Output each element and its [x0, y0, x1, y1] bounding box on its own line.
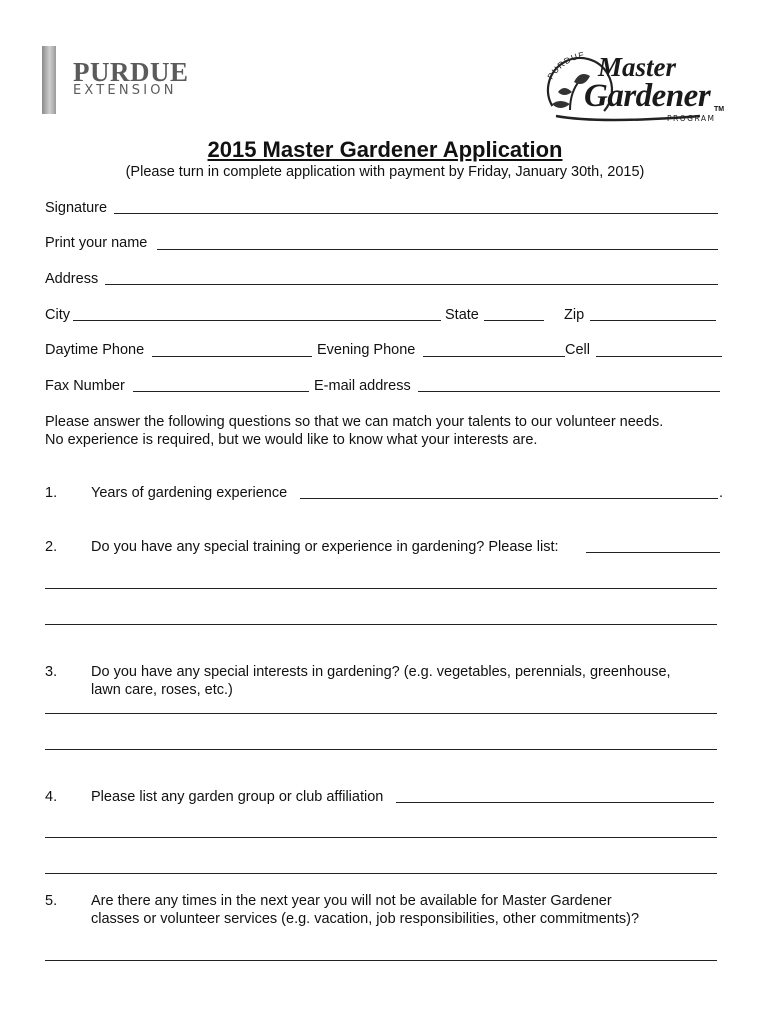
intro-line-1: Please answer the following questions so that we can match your talents to our volunteer needs. [45, 414, 664, 430]
logo-gardener-text: Gardener [584, 78, 711, 114]
question-3-text: Do you have any special interests in gardening? (e.g. vegetables, perennials, greenhouse, [91, 664, 671, 680]
logo-bar-icon [42, 46, 56, 114]
question-4-number: 4. [45, 789, 58, 805]
question-4-text: Please list any garden group or club affiliation [91, 789, 384, 805]
question-2-answer-line[interactable] [45, 624, 717, 625]
logo-extension-text: EXTENSION [73, 83, 177, 98]
question-4-answer-line[interactable] [45, 837, 717, 838]
daytime-phone-label: Daytime Phone [45, 342, 145, 358]
address-field[interactable] [105, 284, 718, 285]
email-field[interactable] [418, 391, 720, 392]
state-field[interactable] [484, 320, 544, 321]
master-gardener-logo [540, 46, 740, 128]
signature-field[interactable] [114, 213, 718, 214]
state-label: State [445, 307, 479, 323]
zip-label: Zip [564, 307, 585, 323]
question-5-text: Are there any times in the next year you will not be available for Master Gardener [91, 893, 612, 909]
signature-label: Signature [45, 200, 108, 216]
daytime-phone-field[interactable] [152, 356, 312, 357]
question-3-text-line-2: lawn care, roses, etc.) [91, 682, 233, 698]
cell-label: Cell [565, 342, 590, 358]
question-2-number: 2. [45, 539, 58, 555]
question-2-answer-line[interactable] [45, 588, 717, 589]
logo-purdue-text: PURDUE [73, 57, 189, 87]
logo-tm-text: TM [714, 106, 725, 113]
question-1-text: Years of gardening experience [91, 485, 288, 501]
intro-line-2: No experience is required, but we would like to know what your interests are. [45, 432, 538, 448]
question-1-number: 1. [45, 485, 58, 501]
fax-field[interactable] [133, 391, 309, 392]
logo-arc-text: PURDUE [545, 49, 586, 82]
question-3-answer-line[interactable] [45, 713, 717, 714]
evening-phone-field[interactable] [423, 356, 565, 357]
question-3-number: 3. [45, 664, 58, 680]
cell-field[interactable] [596, 356, 722, 357]
question-4-answer-line[interactable] [45, 873, 717, 874]
question-1-field[interactable] [300, 498, 718, 499]
address-label: Address [45, 271, 99, 287]
print-name-field[interactable] [157, 249, 718, 250]
page-subtitle: (Please turn in complete application with payment by Friday, January 30th, 2015) [125, 164, 645, 180]
question-2-text: Do you have any special training or experience in gardening? Please list: [91, 539, 559, 555]
question-4-field[interactable] [396, 802, 714, 803]
question-5-number: 5. [45, 893, 58, 909]
question-3-answer-line[interactable] [45, 749, 717, 750]
logo-program-text: PROGRAM [667, 114, 716, 123]
logo-master-text: Master [598, 52, 677, 82]
zip-field[interactable] [590, 320, 716, 321]
question-2-field[interactable] [586, 552, 720, 553]
fax-label: Fax Number [45, 378, 125, 394]
city-field[interactable] [73, 320, 441, 321]
page-title: 2015 Master Gardener Application [207, 137, 563, 162]
question-5-answer-line[interactable] [45, 960, 717, 961]
email-label: E-mail address [314, 378, 411, 394]
question-5-text-line-2: classes or volunteer services (e.g. vacation, job responsibilities, other commitments)? [91, 911, 640, 927]
city-label: City [45, 307, 70, 323]
question-1-period: . [719, 485, 724, 501]
print-name-label: Print your name [45, 235, 148, 251]
evening-phone-label: Evening Phone [317, 342, 416, 358]
